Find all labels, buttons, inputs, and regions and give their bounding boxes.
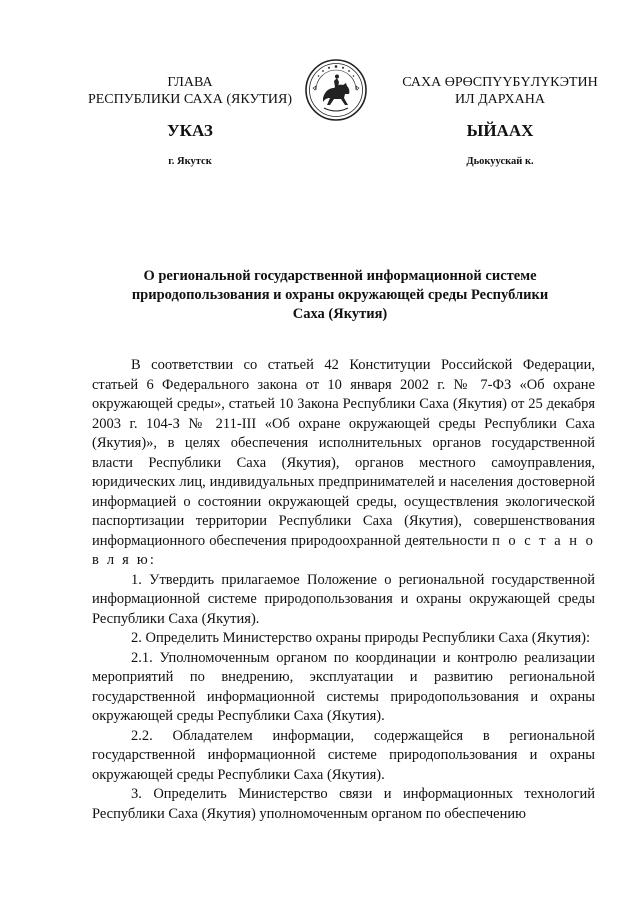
paragraph-2-1: 2.1. Уполномоченным органом по координации и контролю реализации мероприятий по внедрению, эксплуатации и развитию региональной государственной информационной системы природопользования и охраны окружающей среды Республики Саха (Якутия). (92, 649, 595, 724)
header-right (380, 74, 620, 108)
preamble-text: В соответствии со статьей 42 Конституции Российской Федерации, статьей 6 Федерального закона от 10 января 2002 г. № 7-ФЗ «Об охране окружающей среды», статьей 10 Закона Республики Саха (Якутия) от 25 декабря 2003 г. 104-З № 211-III «Об охране окружающей среды Республики Саха (Якутия)», в целях обеспечения исполнительных органов государственной власти Республики Саха (Якутия), органов местного самоуправления, юридических лиц, индивидуальных предпринимателей и населения достоверной информацией о состоянии окружающей среды, осуществления экологической паспортизации территории Республики Саха (Якутия), совершенствования информационного обеспечения природоохранной деятельности (92, 357, 595, 549)
document-title (100, 267, 580, 324)
paragraph-3: 3. Определить Министерство связи и информационных технологий Республики Саха (Якутия) уполномоченным органом по обеспечению (92, 786, 595, 822)
document-title-line1: О региональной государственной информационной системе (143, 268, 537, 284)
document-body (92, 356, 595, 824)
city-ru: г. Якутск (168, 156, 212, 167)
paragraph-1: 1. Утвердить прилагаемое Положение о региональной государственной информационной системе природопользования и охраны окружающей среды Республики Саха (Якутия). (92, 571, 595, 627)
header-left-line2: РЕСПУБЛИКИ САХА (ЯКУТИЯ) (87, 92, 293, 107)
city-sakha: Дьокуускай к. (466, 156, 534, 167)
document-title-line2: природопользования и охраны окружающей среды Республики (131, 287, 549, 303)
decree-title-ru: УКАЗ (167, 121, 213, 140)
header-right-line1: САХА ӨРӨСПҮҮБҮЛҮКЭТИН (402, 75, 598, 90)
header-left (70, 74, 310, 108)
decree-word: п о с т а н о в л я ю: (92, 532, 596, 568)
decree-title-sakha: ЫЙААХ (466, 121, 534, 140)
header-left-line1: ГЛАВА (167, 75, 213, 90)
header-right-line2: ИЛ ДАРХАНА (454, 92, 545, 107)
coat-of-arms-icon (304, 58, 368, 122)
document-title-line3: Саха (Якутия) (292, 306, 388, 322)
paragraph-2: 2. Определить Министерство охраны природы Республики Саха (Якутия): (131, 630, 590, 646)
paragraph-preamble (92, 356, 595, 571)
paragraph-2-2: 2.2. Обладателем информации, содержащейся в региональной государственной информационной системе природопользования и охраны окружающей среды Республики Саха (Якутия). (92, 727, 595, 783)
